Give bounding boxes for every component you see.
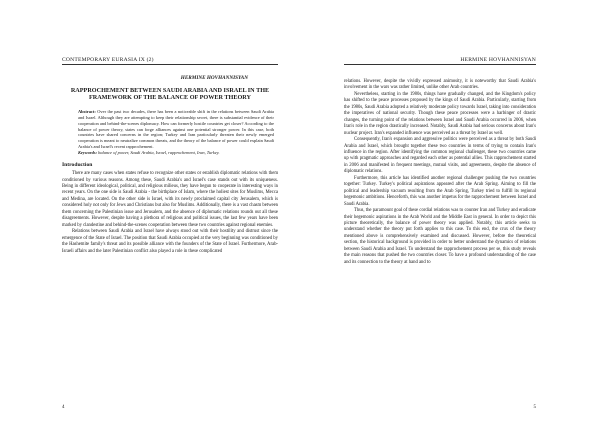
page-number: 5: [533, 405, 536, 410]
abstract: [78, 109, 274, 150]
abstract-label: Abstract:: [78, 108, 96, 114]
body-paragraph: Relations between Saudi Arabia and Israel have always stood out with their hostility and distrust since the emergence of the State of Israel. The position that Saudi Arabia occupied at the very beginning was conditioned by the Hashemite family's threat and its possible alliance with the founders of the State of Israel. Furthermore, Arab-Israeli affairs and the later Palestinian conflict also played a role in these complicated: [62, 229, 278, 254]
body-paragraph: Consequently, Iran's expansion and aggressive politics were perceived as a threat by both Saudi Arabia and Israel, which brought together these two countries in terms of trying to contain Iran's influence in the region. After identifying the common regional challenger, these two countries came up with pragmatic approaches and regarded each other as potential allies. This rapprochement started in 2006 and manifested in frequent meetings, mutual visits, and agreements, despite the absence of diplomatic relations.: [344, 137, 536, 175]
right-page: [300, 0, 600, 424]
body-paragraph: Thus, the paramount goal of these cordial relations was to counter Iran and Turkey and eradicate their hegemonic aspirations in the Arab World and the Middle East in general. In order to depict this picture theoretically, the balance of power theory was applied. Notably, this article seeks to understand whether the theory put forth applies to this case. To this end, the crux of the theory mentioned above is comprehensively examined and discussed. However, before the theoretical section, the historical background is provided in order to better understand the dynamics of relations between Saudi Arabia and Israel. To understand the rapprochement process per se, this study reveals the main reasons that pushed the two countries closer. To have a profound understanding of the case and its connection to the theory at hand and to: [344, 208, 536, 265]
abstract-text: Over the past two decades, there has been a noticeable shift in the relations between Saudi Arabia and Israel. Although they are attempting to keep their relationship secret, there is substantial evidence of their cooperation and behind-the-scenes diplomacy. How can formerly hostile countries get closer? According to the balance of power theory, states can forge alliances against one potential stronger power. In this case, both countries have shared concerns in the region; Turkey and Iran particularly threaten their newly emerged cooperation is meant to neutralize common threats, and the theory of the balance of power could explain Saudi Arabia's and Israel's recent rapprochement.: [78, 108, 275, 150]
page-number: 4: [62, 405, 65, 410]
section-heading: Introduction: [62, 162, 93, 169]
body-paragraph: There are many cases when states refuse to recognize other states or establish diplomatic relations with them conditioned by various reasons. Among these, Saudi Arabia's and Israel's case stands out with its uniqueness. Being in different ideological, political, and religious milieus, they have begun to cooperate in interesting ways in recent years. On the one side is Saudi Arabia - the birthplace of Islam, where the holiest sites for Muslims, Mecca and Medina, are located. On the other side is Israel, with its newly proclaimed capital city Jerusalem, which is considered holy not only for Jews and Christians but also for Muslims. Additionally, there is a vast chasm between them concerning the Palestinian issue and Jerusalem, and the absence of diplomatic relations rounds out all these disagreements. However, despite having a plethora of religious and political issues, the last few years have been marked by clandestine and behind-the-scenes cooperation between these two countries against regional enemies.: [62, 171, 278, 228]
body-paragraph: relations. However, despite the vividly expressed animosity, it is noteworthy that Saudi Arabia's involvement in the wars was rather limited, unlike other Arab countries.: [344, 79, 536, 91]
article-author: HERMINE HOVHANNISYAN: [180, 75, 248, 81]
body-paragraph: Nevertheless, starting in the 1980s, things have gradually changed, and the Kingdom's policy has shifted to the peace processes proposed by the kings of Saudi Arabia. Particularly, starting from the 1980s, Saudi Arabia adopted a relatively moderate policy towards Israel, taking into consideration the imperatives of national security. Though these peace processes were a harbinger of drastic changes, the turning point of the relations between Israel and Saudi Arabia occurred in 2006, when Iran's role in the region drastically increased. Notably, Saudi Arabia had serious concerns about Iran's nuclear project. Iran's expanded influence was perceived as a threat by Israel as well.: [344, 91, 536, 136]
keywords-text: balance of power, Saudi Arabia, Israel, rapprochement, Iran, Turkey.: [98, 150, 220, 156]
article-title: RAPPROCHEMENT BETWEEN SAUDI ARABIA AND ISRAEL IN THE FRAMEWORK OF THE BALANCE OF POWER THEORY: [70, 87, 270, 102]
journal-name: CONTEMPORARY EURASIA IX (2): [62, 57, 154, 63]
body-paragraph: Furthermore, this article has identified another regional challenger pushing the two countries together: Turkey. Turkey's political aspirations appeared after the Arab Spring. Aiming to fill the political and leadership vacuum resulting from the Arab Spring, Turkey tried to fulfill its regional hegemonic ambitions. Henceforth, this was another impetus for the rapprochement between Israel and Saudi Arabia.: [344, 175, 536, 207]
running-head: [62, 57, 278, 65]
running-head: HERMINE HOVHANNISYAN: [344, 57, 536, 65]
keywords-label: Keywords:: [78, 150, 98, 156]
keywords: [78, 150, 274, 156]
